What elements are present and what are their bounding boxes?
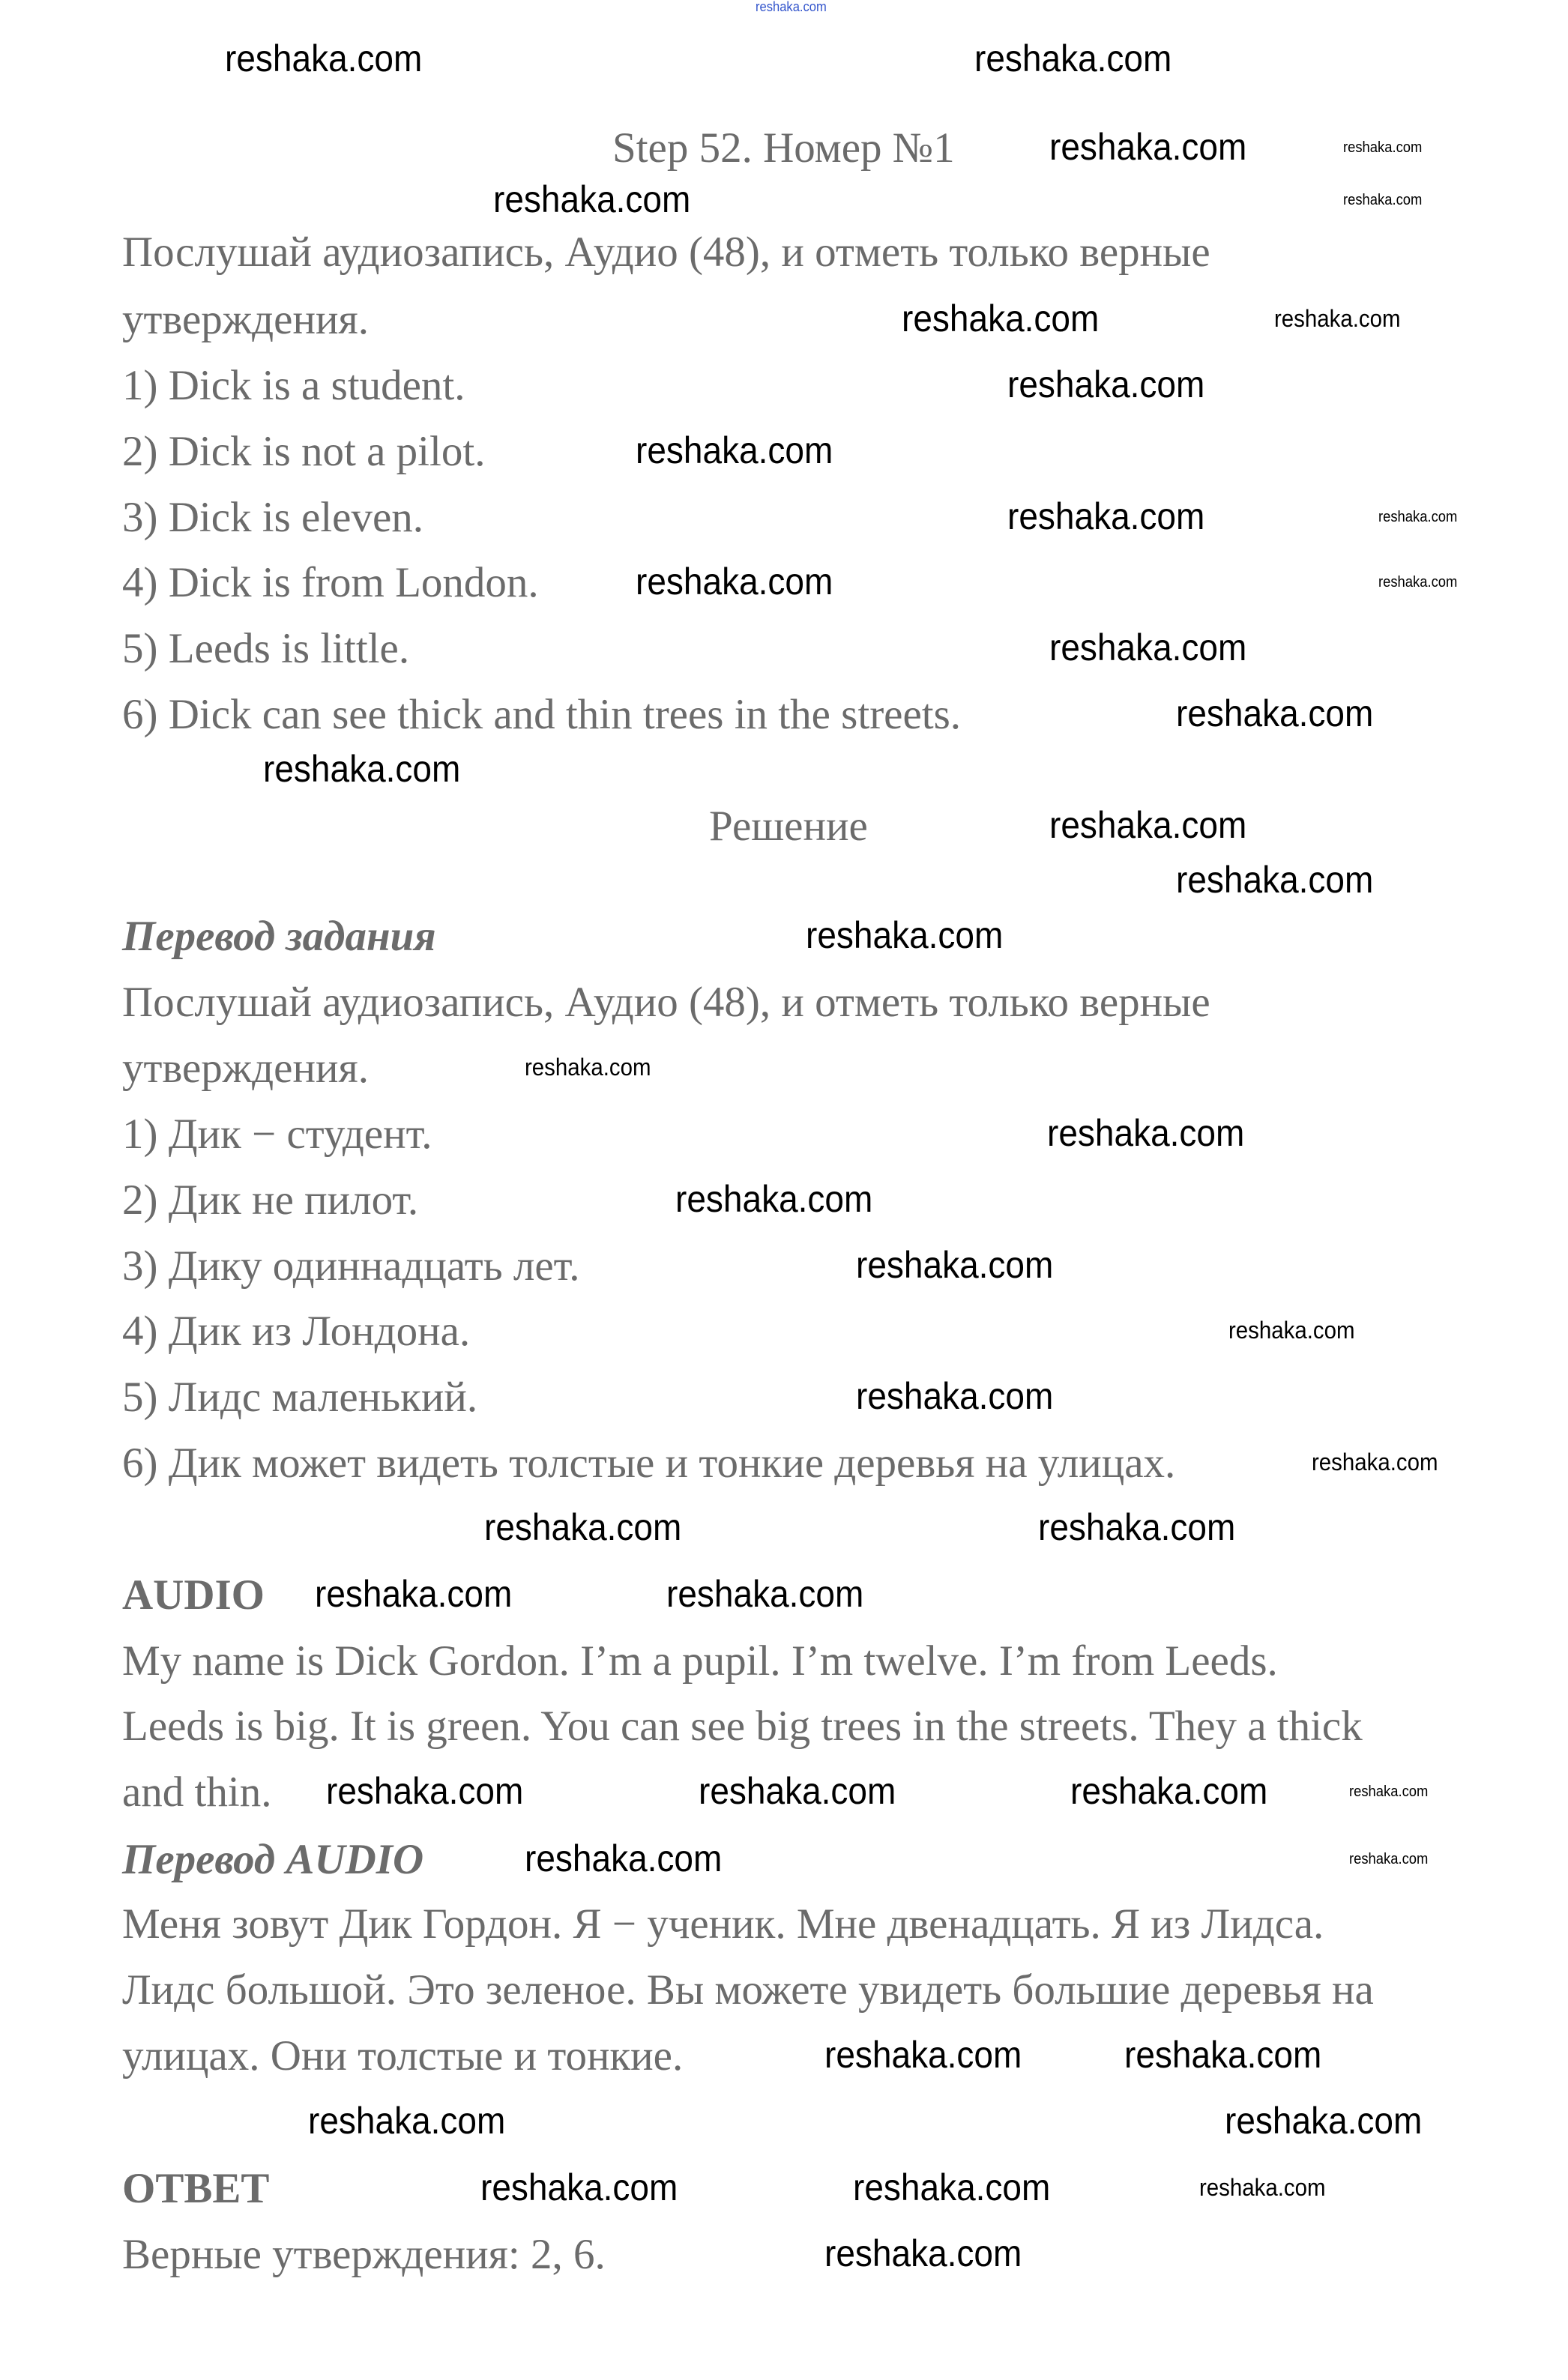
- watermark: reshaka.com: [636, 429, 833, 471]
- watermark: reshaka.com: [756, 0, 827, 15]
- watermark: reshaka.com: [1349, 1784, 1429, 1800]
- page-title: Step 52. Номер №1: [612, 124, 955, 172]
- watermark: reshaka.com: [824, 2232, 1022, 2274]
- watermark: reshaka.com: [263, 747, 461, 790]
- watermark: reshaka.com: [1176, 858, 1374, 901]
- watermark: reshaka.com: [824, 2033, 1022, 2076]
- answer-heading: ОТВЕТ: [122, 2165, 270, 2212]
- watermark: reshaka.com: [1225, 2099, 1423, 2142]
- translation-line: Послушай аудиозапись, Аудио (48), и отметь только верные: [122, 979, 1210, 1026]
- watermark: reshaka.com: [1176, 692, 1374, 734]
- watermark: reshaka.com: [1228, 1317, 1355, 1344]
- audio-translation-line: Меня зовут Дик Гордон. Я − ученик. Мне двенадцать. Я из Лидса.: [122, 1900, 1324, 1948]
- audio-heading: AUDIO: [122, 1571, 265, 1619]
- watermark: reshaka.com: [1049, 626, 1247, 668]
- translated-statement: 3) Дику одиннадцать лет.: [122, 1242, 580, 1290]
- watermark: reshaka.com: [1124, 2033, 1322, 2076]
- audio-translation-line: улицах. Они толстые и тонкие.: [122, 2032, 684, 2080]
- watermark: reshaka.com: [315, 1572, 513, 1615]
- solution-heading: Решение: [709, 803, 868, 850]
- translated-statement: 1) Дик − студент.: [122, 1111, 432, 1158]
- translated-statement: 2) Дик не пилот.: [122, 1177, 419, 1224]
- watermark: reshaka.com: [1274, 305, 1401, 333]
- translated-statement: 5) Лидс маленький.: [122, 1374, 478, 1421]
- statement: 3) Dick is eleven.: [122, 494, 424, 541]
- watermark: reshaka.com: [1049, 125, 1247, 168]
- watermark: reshaka.com: [1378, 574, 1458, 591]
- translated-statement: 4) Дик из Лондона.: [122, 1308, 471, 1355]
- audio-line: Leeds is big. It is green. You can see big trees in the streets. They a thick: [122, 1703, 1363, 1750]
- translated-statement: 6) Дик может видеть толстые и тонкие деревья на улицах.: [122, 1440, 1176, 1487]
- watermark: reshaka.com: [1343, 192, 1423, 208]
- watermark: reshaka.com: [480, 2166, 678, 2208]
- watermark: reshaka.com: [1038, 1505, 1236, 1548]
- statement: 5) Leeds is little.: [122, 625, 410, 672]
- statement: 4) Dick is from London.: [122, 559, 539, 606]
- translation-line: утверждения.: [122, 1045, 369, 1092]
- watermark: reshaka.com: [493, 178, 691, 220]
- watermark: reshaka.com: [1378, 509, 1458, 525]
- watermark: reshaka.com: [1007, 495, 1205, 537]
- watermark: reshaka.com: [525, 1054, 651, 1081]
- watermark: reshaka.com: [1049, 803, 1247, 846]
- watermark: reshaka.com: [636, 560, 833, 602]
- watermark: reshaka.com: [806, 913, 1004, 956]
- watermark: reshaka.com: [699, 1769, 896, 1812]
- audio-translation-line: Лидс большой. Это зеленое. Вы можете увидеть большие деревья на: [122, 1966, 1374, 2014]
- task-line: Послушай аудиозапись, Аудио (48), и отметь только верные: [122, 229, 1210, 276]
- watermark: reshaka.com: [1349, 1851, 1429, 1867]
- task-line: утверждения.: [122, 296, 369, 343]
- watermark: reshaka.com: [666, 1572, 864, 1615]
- watermark: reshaka.com: [1070, 1769, 1268, 1812]
- watermark: reshaka.com: [1312, 1449, 1438, 1476]
- watermark: reshaka.com: [1047, 1111, 1245, 1154]
- statement: 2) Dick is not a pilot.: [122, 428, 486, 475]
- watermark: reshaka.com: [484, 1505, 682, 1548]
- watermark: reshaka.com: [902, 297, 1100, 339]
- answer-text: Верные утверждения: 2, 6.: [122, 2231, 606, 2278]
- watermark: reshaka.com: [308, 2099, 506, 2142]
- statement: 6) Dick can see thick and thin trees in the streets.: [122, 691, 962, 738]
- watermark: reshaka.com: [974, 37, 1172, 79]
- watermark: reshaka.com: [225, 37, 423, 79]
- audio-line: My name is Dick Gordon. I’m a pupil. I’m twelve. I’m from Leeds.: [122, 1637, 1278, 1685]
- watermark: reshaka.com: [326, 1769, 524, 1812]
- translation-heading: Перевод задания: [122, 913, 436, 960]
- watermark: reshaka.com: [1343, 139, 1423, 156]
- watermark: reshaka.com: [1007, 363, 1205, 405]
- watermark: reshaka.com: [853, 2166, 1051, 2208]
- watermark: reshaka.com: [856, 1243, 1054, 1286]
- watermark: reshaka.com: [856, 1374, 1054, 1417]
- watermark: reshaka.com: [525, 1837, 723, 1879]
- statement: 1) Dick is a student.: [122, 362, 465, 409]
- watermark: reshaka.com: [675, 1177, 873, 1220]
- watermark: reshaka.com: [1199, 2174, 1326, 2202]
- audio-translation-heading: Перевод AUDIO: [122, 1836, 424, 1883]
- audio-line: and thin.: [122, 1769, 272, 1816]
